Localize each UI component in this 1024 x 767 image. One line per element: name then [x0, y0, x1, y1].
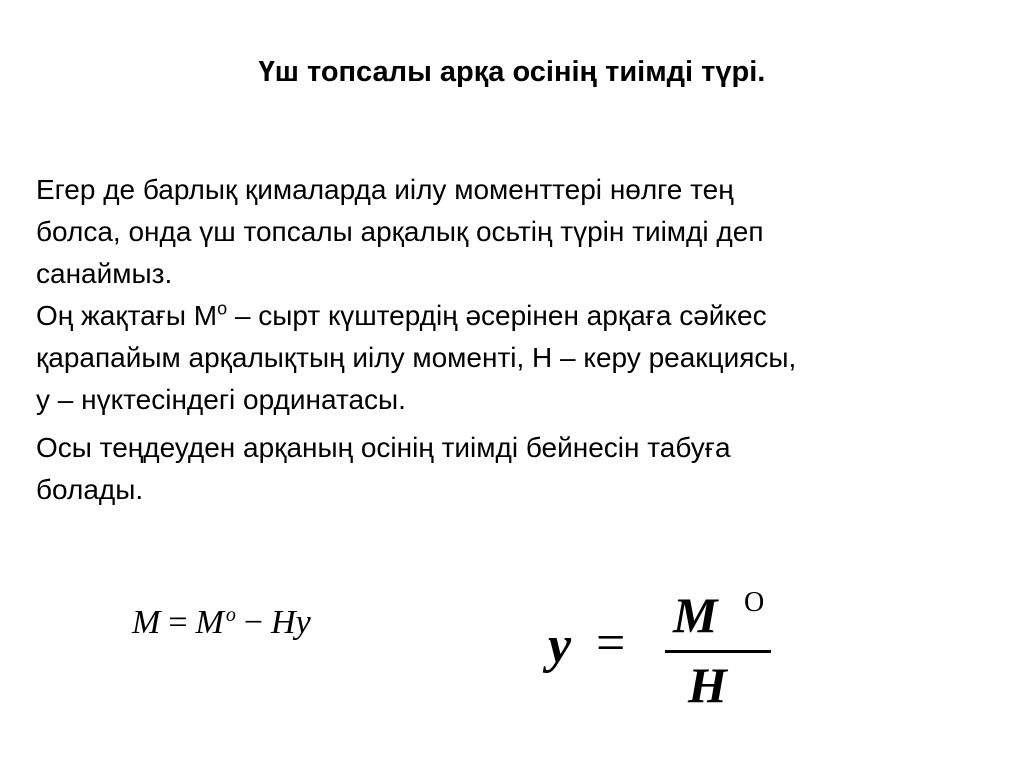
- paragraph-3-line-2: болады.: [36, 474, 144, 505]
- formula-term: Hy: [271, 604, 311, 641]
- formula-superscript: o: [225, 603, 236, 626]
- fraction-denominator: H: [688, 657, 727, 713]
- equals-sign: =: [596, 615, 626, 672]
- fraction-bar: [665, 650, 771, 653]
- paragraph-1-line-3: санаймыз.: [36, 258, 173, 289]
- word: үш: [199, 216, 236, 247]
- word: де: [103, 174, 136, 205]
- word: түрін: [560, 216, 625, 247]
- paragraph-1: [36, 169, 981, 295]
- word: моменттері: [454, 174, 603, 205]
- paragraph-1-line-1: [36, 169, 981, 211]
- formula-ordinate: [548, 586, 788, 716]
- word: тең: [690, 174, 734, 205]
- word: нөлге: [609, 174, 683, 205]
- formula-lhs: M: [132, 604, 161, 641]
- word: топсалы: [243, 216, 353, 247]
- slide-title: Үш топсалы арқа осінің тиімді түрі.: [258, 56, 766, 88]
- word: Егер: [36, 174, 96, 205]
- word: иілу: [394, 174, 447, 205]
- paragraph-2-line-3: у – нүктесіндегі ординатасы.: [36, 384, 406, 415]
- paragraph-2: [36, 295, 981, 421]
- text: – сырт күштердің әсерінен арқаға сәйкес: [227, 300, 767, 331]
- word: деп: [716, 216, 764, 247]
- formula-lhs: y: [548, 617, 572, 674]
- word: қималарда: [244, 174, 387, 205]
- word: барлық: [142, 174, 238, 205]
- word: осьтің: [475, 216, 553, 247]
- formula-moment: [132, 603, 311, 643]
- minus-sign: −: [243, 604, 264, 641]
- superscript: о: [217, 298, 228, 319]
- word: арқалық: [360, 216, 469, 247]
- paragraph-1-line-2: [36, 211, 981, 253]
- paragraph-3-line-1: Осы теңдеуден арқаның осінің тиімді бейнесін табуға: [36, 432, 731, 463]
- paragraph-2-line-1: [36, 295, 981, 337]
- word: онда: [128, 216, 192, 247]
- fraction-numerator: M: [673, 587, 718, 643]
- paragraph-2-line-2: қарапайым арқалықтың иілу моменті, Н – керу реакциясы,: [36, 342, 797, 373]
- numerator-superscript: O: [744, 587, 765, 618]
- word: тиімді: [632, 216, 709, 247]
- equals-sign: =: [168, 604, 188, 641]
- text: Оң жақтағы М: [36, 300, 218, 331]
- word: болса,: [36, 216, 121, 247]
- paragraph-3: [36, 427, 981, 511]
- formula-term: M: [195, 604, 224, 641]
